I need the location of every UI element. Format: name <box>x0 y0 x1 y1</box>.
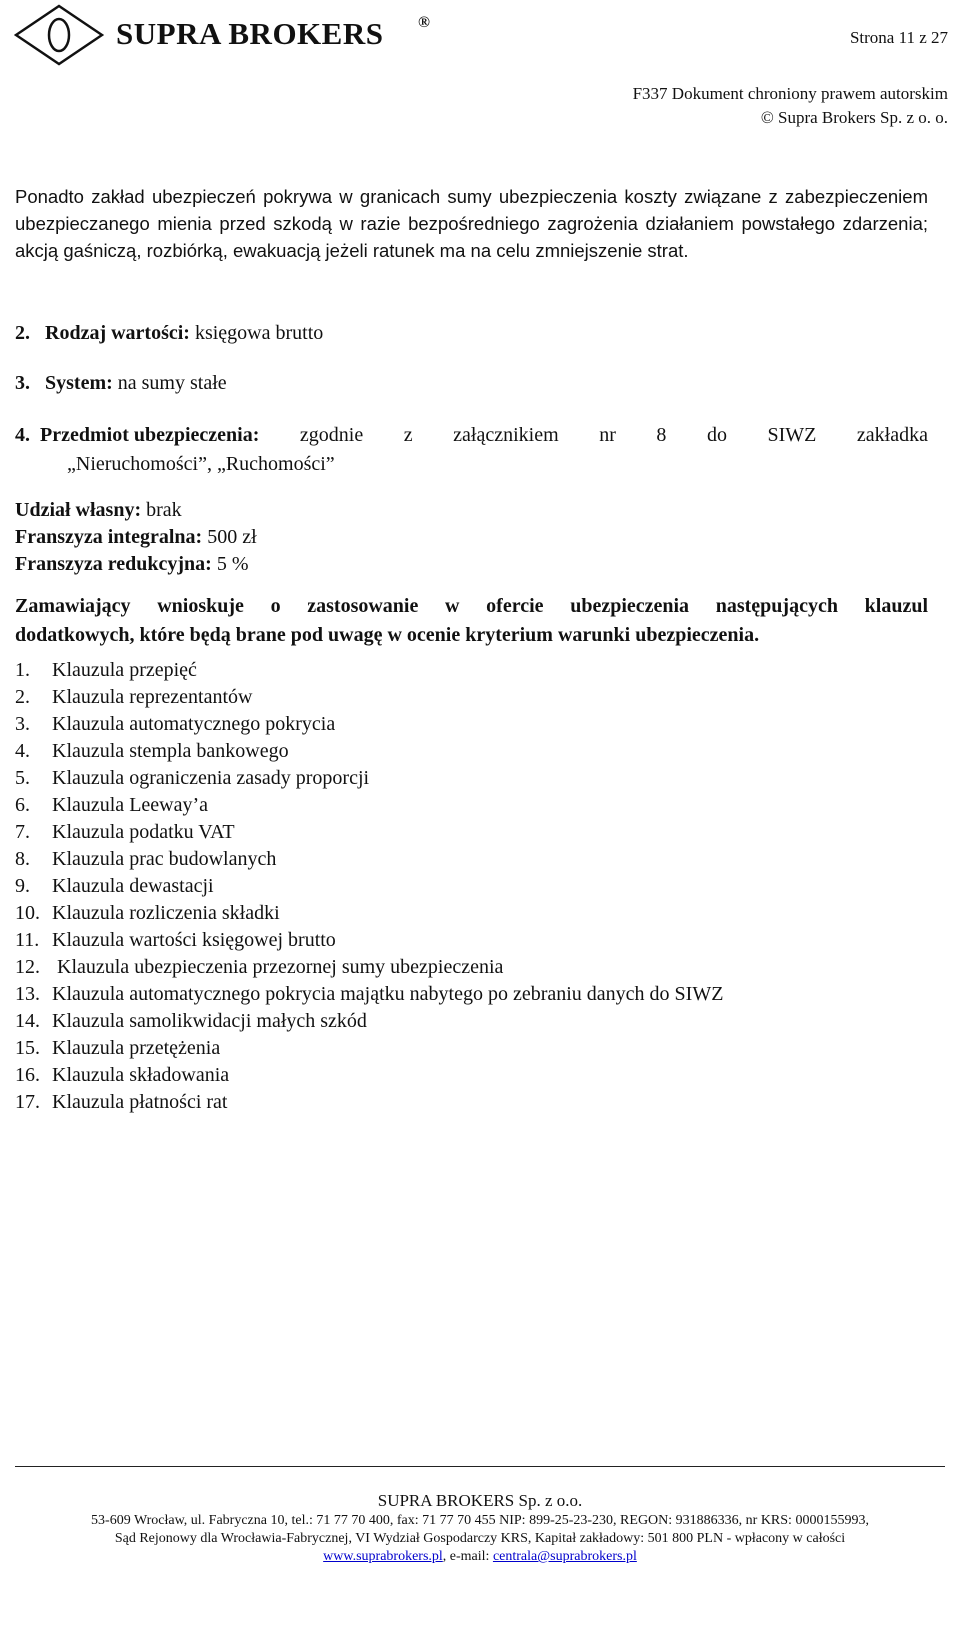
clause-text: Klauzula ubezpieczenia przezornej sumy ubezpieczenia <box>52 956 504 978</box>
clause-item <box>15 1089 723 1116</box>
clause-number: 16. <box>15 1064 40 1086</box>
footer-court: Sąd Rejonowy dla Wrocławia-Fabrycznej, VI Wydział Gospodarczy KRS, Kapitał zakładowy: 501 800 PLN - wpłacony w całości <box>114 1531 846 1546</box>
deductibles-block <box>15 497 257 578</box>
section-system <box>15 372 227 395</box>
footer-divider <box>15 1466 945 1467</box>
section-word: z <box>403 424 413 446</box>
intro-paragraph: Ponadto zakład ubezpieczeń pokrywa w granicach sumy ubezpieczenia koszty związane z zabezpieczeniem ubezpieczanego mienia przed szkodą w razie bezpośredniego zagrożenia działaniem powstałego zdarzenia; akcją gaśniczą, rozbiórką, ewakuacją jeżeli ratunek ma na celu zmniejszenie strat. <box>15 186 928 261</box>
copyright-notice: © Supra Brokers Sp. z o. o. <box>760 108 948 127</box>
clause-item <box>15 954 723 981</box>
field-label: Franszyza integralna: <box>15 526 203 548</box>
section-number: 4. <box>15 424 30 446</box>
section-label: System: <box>45 372 113 394</box>
section-line <box>15 421 928 450</box>
clause-text: Klauzula automatycznego pokrycia majątku nabytego po zebraniu danych do SIWZ <box>52 983 724 1005</box>
clause-text: Klauzula automatycznego pokrycia <box>52 713 336 735</box>
clause-number: 13. <box>15 983 40 1005</box>
section-number: 3. <box>15 372 30 394</box>
section-word: zakładka <box>856 424 928 446</box>
clause-item <box>15 738 723 765</box>
clause-text: Klauzula przetężenia <box>52 1037 221 1059</box>
clause-item <box>15 846 723 873</box>
own-share-row <box>15 497 257 524</box>
clause-list <box>15 657 723 1116</box>
section-word: nr <box>599 424 616 446</box>
clause-number: 9. <box>15 875 30 897</box>
clause-text: Klauzula rozliczenia składki <box>52 902 280 924</box>
clause-number: 14. <box>15 1010 40 1032</box>
clause-text: Klauzula stempla bankowego <box>52 740 289 762</box>
footer-company: SUPRA BROKERS Sp. z o.o. <box>377 1491 583 1510</box>
supra-brokers-logo-icon <box>14 4 104 66</box>
section-word: zgodnie <box>299 424 364 446</box>
section-word: załącznikiem <box>453 424 559 446</box>
field-label: Franszyza redukcyjna: <box>15 553 212 575</box>
document-id: F337 Dokument chroniony prawem autorskim <box>632 84 948 103</box>
request-line: dodatkowych, które będą brane pod uwagę w ocenie kryterium warunki ubezpieczenia. <box>15 624 760 646</box>
clause-text: Klauzula ograniczenia zasady proporcji <box>52 767 370 789</box>
integral-franchise-row <box>15 524 257 551</box>
clause-item <box>15 1035 723 1062</box>
clauses-request <box>15 592 928 650</box>
clause-number: 5. <box>15 767 30 789</box>
clause-number: 15. <box>15 1037 40 1059</box>
clause-item <box>15 657 723 684</box>
field-value: brak <box>146 499 182 521</box>
footer-address: 53-609 Wrocław, ul. Fabryczna 10, tel.: 71 77 70 400, fax: 71 77 70 455 NIP: 899-25-23-230, REGON: 931886336, nr KRS: 0000155993, <box>91 1513 869 1528</box>
section-insurance-subject <box>15 421 928 479</box>
clause-text: Klauzula samolikwidacji małych szkód <box>52 1010 367 1032</box>
clause-text: Klauzula składowania <box>52 1064 230 1086</box>
clause-item <box>15 900 723 927</box>
clause-text: Klauzula podatku VAT <box>52 821 235 843</box>
clause-number: 2. <box>15 686 30 708</box>
clause-number: 12. <box>15 956 40 978</box>
clause-item <box>15 927 723 954</box>
clause-item <box>15 1062 723 1089</box>
website-link[interactable]: www.suprabrokers.pl <box>323 1549 443 1564</box>
email-prefix: , e-mail: <box>442 1549 493 1564</box>
intro-section <box>15 183 928 264</box>
clause-number: 8. <box>15 848 30 870</box>
clause-item <box>15 819 723 846</box>
clause-number: 1. <box>15 659 30 681</box>
clause-item <box>15 765 723 792</box>
clause-item <box>15 873 723 900</box>
clause-number: 4. <box>15 740 30 762</box>
clause-number: 3. <box>15 713 30 735</box>
clause-item <box>15 684 723 711</box>
clause-item <box>15 711 723 738</box>
section-heading <box>15 421 259 450</box>
clause-number: 6. <box>15 794 30 816</box>
clause-text: Klauzula prac budowlanych <box>52 848 277 870</box>
clause-number: 11. <box>15 929 40 951</box>
footer-contacts <box>0 1548 960 1566</box>
field-value: 500 zł <box>207 526 257 548</box>
section-value: na sumy stałe <box>117 372 227 394</box>
section-label: Przedmiot ubezpieczenia: <box>40 424 260 446</box>
field-value: 5 % <box>216 553 249 575</box>
section-word: SIWZ <box>767 424 817 446</box>
section-valuation-type <box>15 322 323 345</box>
page-header <box>0 0 960 127</box>
section-value: księgowa brutto <box>194 322 324 344</box>
section-word: do <box>706 424 727 446</box>
clause-text: Klauzula przepięć <box>52 659 197 681</box>
field-label: Udział własny: <box>15 499 142 521</box>
clause-text: Klauzula Leeway’a <box>52 794 209 816</box>
email-link[interactable]: centrala@suprabrokers.pl <box>492 1549 637 1564</box>
section-label: Rodzaj wartości: <box>45 322 190 344</box>
clause-text: Klauzula dewastacji <box>52 875 214 897</box>
request-line: Zamawiający wnioskuje o zastosowanie w ofercie ubezpieczenia następujących klauzul <box>15 595 928 617</box>
registered-mark-icon: ® <box>418 14 430 31</box>
clause-number: 10. <box>15 902 40 924</box>
section-word: 8 <box>656 424 667 446</box>
clause-item <box>15 1008 723 1035</box>
page-number: Strona 11 z 27 <box>849 28 948 47</box>
clause-text: Klauzula płatności rat <box>52 1091 228 1113</box>
clause-text: Klauzula reprezentantów <box>52 686 253 708</box>
brand-name: SUPRA BROKERS <box>116 16 384 51</box>
section-number: 2. <box>15 322 30 344</box>
section-value: „Nieruchomości”, „Ruchomości” <box>67 453 335 475</box>
page-footer <box>0 1490 960 1566</box>
clause-item <box>15 981 723 1008</box>
clause-text: Klauzula wartości księgowej brutto <box>52 929 336 951</box>
clause-number: 7. <box>15 821 30 843</box>
reduction-franchise-row <box>15 551 257 578</box>
clause-number: 17. <box>15 1091 40 1113</box>
clause-item <box>15 792 723 819</box>
